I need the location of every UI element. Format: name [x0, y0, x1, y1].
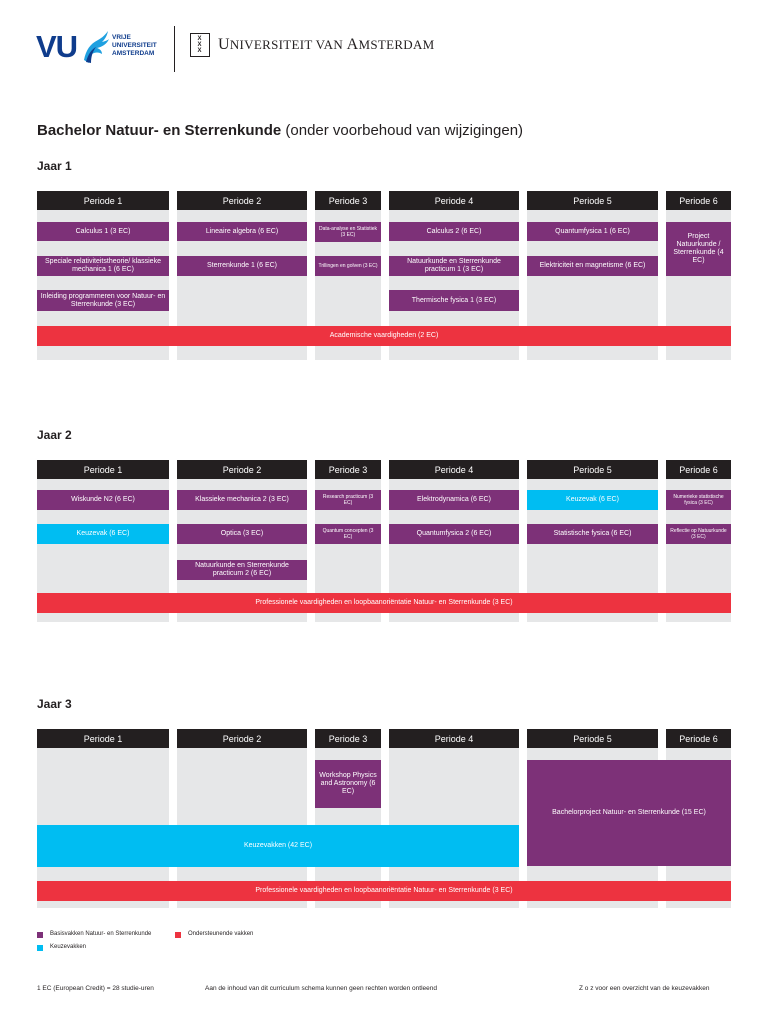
legend-swatch-support	[175, 932, 181, 938]
griffin-icon	[80, 30, 110, 64]
support-course-bar: Professionele vaardigheden en loopbaanoriëntatie Natuur- en Sterrenkunde (3 EC)	[37, 593, 731, 613]
period-header: Periode 6	[666, 191, 731, 210]
period-header: Periode 3	[315, 191, 381, 210]
period-header: Periode 1	[37, 729, 169, 748]
period-header: Periode 5	[527, 729, 658, 748]
course-block: Natuurkunde en Sterrenkunde practicum 1 (3 EC)	[389, 256, 519, 276]
year-label-1: Jaar 1	[37, 159, 72, 173]
course-block: Bachelorproject Natuur- en Sterrenkunde (15 EC)	[527, 760, 731, 866]
course-block: Data-analyse en Statistiek (3 EC)	[315, 222, 381, 242]
course-block: Research practicum (3 EC)	[315, 490, 381, 510]
legend-swatch-core	[37, 932, 43, 938]
footer-disclaimer: Aan de inhoud van dit curriculum schema kunnen geen rechten worden ontleend	[205, 985, 437, 992]
uva-name: UNIVERSITEIT VAN AMSTERDAM	[218, 36, 435, 53]
period-header: Periode 2	[177, 729, 307, 748]
period-header: Periode 2	[177, 460, 307, 479]
course-block: Calculus 2 (6 EC)	[389, 222, 519, 241]
course-block: Statistische fysica (6 EC)	[527, 524, 658, 544]
course-block: Quantumfysica 1 (6 EC)	[527, 222, 658, 241]
course-block: Reflectie op Natuurkunde (3 EC)	[666, 524, 731, 544]
course-block: Optica (3 EC)	[177, 524, 307, 544]
course-block: Quantumfysica 2 (6 EC)	[389, 524, 519, 544]
legend-label: Keuzevakken	[50, 944, 87, 950]
year-label-3: Jaar 3	[37, 697, 72, 711]
year-label-2: Jaar 2	[37, 428, 72, 442]
course-block: Natuurkunde en Sterrenkunde practicum 2 (6 EC)	[177, 560, 307, 580]
period-header: Periode 3	[315, 729, 381, 748]
course-block: Lineaire algebra (6 EC)	[177, 222, 307, 241]
elective-block: Keuzevak (6 EC)	[527, 490, 658, 510]
period-header: Periode 1	[37, 460, 169, 479]
period-header: Periode 1	[37, 191, 169, 210]
course-block: Numerieke statistische fysica (3 EC)	[666, 490, 731, 510]
course-block: Project Natuurkunde / Sterrenkunde (4 EC)	[666, 222, 731, 276]
period-header: Periode 4	[389, 729, 519, 748]
elective-block: Keuzevakken (42 EC)	[37, 825, 519, 867]
course-block: Workshop Physics and Astronomy (6 EC)	[315, 760, 381, 808]
vu-logo-letters: VU	[36, 29, 78, 64]
support-course-bar: Professionele vaardigheden en loopbaanoriëntatie Natuur- en Sterrenkunde (3 EC)	[37, 881, 731, 901]
vu-logo	[36, 30, 166, 66]
footer-pto: Z o z voor een overzicht van de keuzevakken	[579, 985, 710, 992]
elective-block: Keuzevak (6 EC)	[37, 524, 169, 544]
period-header: Periode 5	[527, 191, 658, 210]
period-header: Periode 4	[389, 460, 519, 479]
course-block: Elektrodynamica (6 EC)	[389, 490, 519, 510]
period-header: Periode 4	[389, 191, 519, 210]
course-block: Elektriciteit en magnetisme (6 EC)	[527, 256, 658, 276]
footer-ec-note: 1 EC (European Credit) = 28 studie-uren	[37, 985, 154, 992]
legend-label: Ondersteunende vakken	[188, 931, 254, 937]
logo-divider	[174, 26, 175, 72]
legend-swatch-elective	[37, 945, 43, 951]
period-header: Periode 6	[666, 460, 731, 479]
period-header: Periode 5	[527, 460, 658, 479]
course-block: Calculus 1 (3 EC)	[37, 222, 169, 241]
course-block: Speciale relativiteitstheorie/ klassieke mechanica 1 (6 EC)	[37, 256, 169, 276]
course-block: Wiskunde N2 (6 EC)	[37, 490, 169, 510]
uva-seal-icon: X X X	[190, 33, 210, 57]
legend-label: Basisvakken Natuur- en Sterrenkunde	[50, 931, 152, 937]
course-block: Klassieke mechanica 2 (3 EC)	[177, 490, 307, 510]
course-block: Inleiding programmeren voor Natuur- en Sterrenkunde (3 EC)	[37, 290, 169, 311]
course-block: Thermische fysica 1 (3 EC)	[389, 290, 519, 311]
period-header: Periode 3	[315, 460, 381, 479]
course-block: Trillingen en golven (3 EC)	[315, 256, 381, 276]
course-block: Quantum concepten (3 EC)	[315, 524, 381, 544]
course-block: Sterrenkunde 1 (6 EC)	[177, 256, 307, 276]
period-header: Periode 6	[666, 729, 731, 748]
period-header: Periode 2	[177, 191, 307, 210]
support-course-bar: Academische vaardigheden (2 EC)	[37, 326, 731, 346]
vu-logo-text: VRIJE UNIVERSITEIT AMSTERDAM	[112, 34, 157, 57]
page-title: Bachelor Natuur- en Sterrenkunde (onder voorbehoud van wijzigingen)	[37, 122, 524, 139]
